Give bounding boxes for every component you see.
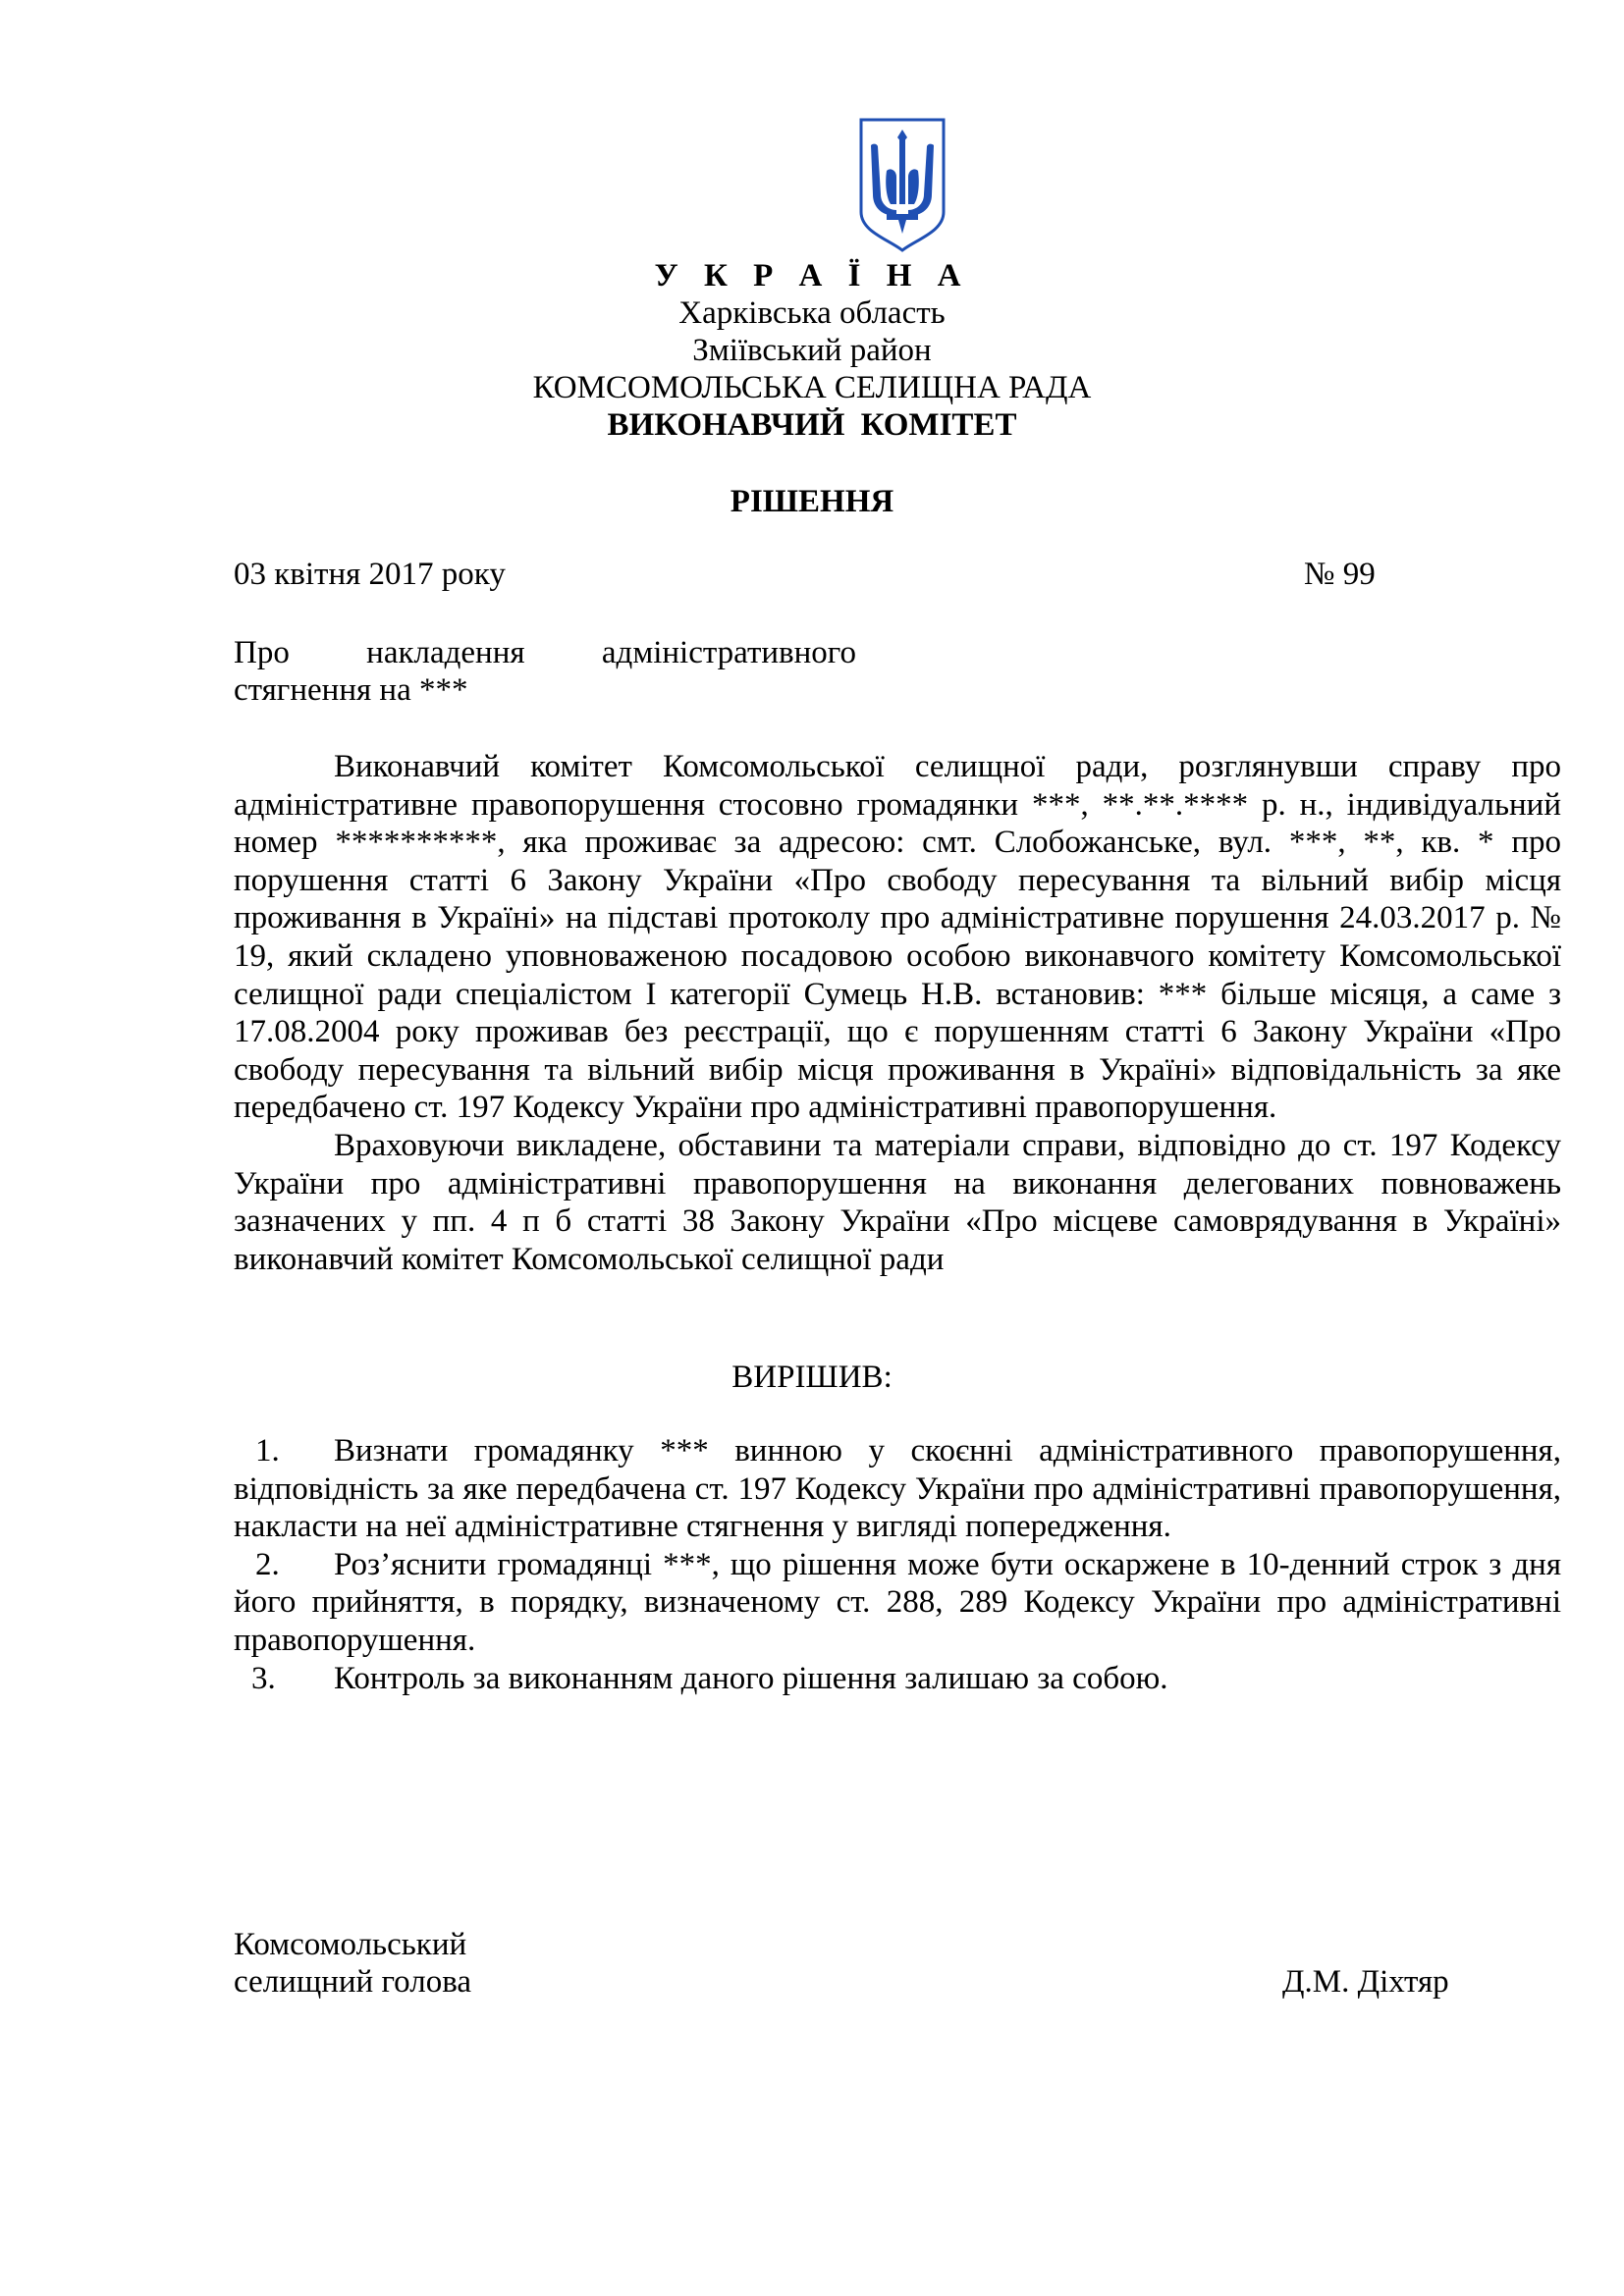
item-text: Визнати громадянку *** винною у скоєнні адміністративного правопорушення, відповідність за яке передбачена ст. 197 Кодексу України про адміністративні правопорушення, накласти на неї адміністративне стягнення у вигляді попередження.	[234, 1433, 1561, 1545]
signatory-position-line-2: селищний голова	[234, 1964, 472, 2000]
decision-subject	[234, 634, 856, 709]
region-line: Харківська область	[678, 295, 946, 331]
district-line: Зміївський район	[692, 333, 932, 368]
decided-heading: ВИРІШИВ:	[731, 1360, 893, 1395]
resolution-item	[234, 1432, 1561, 1546]
item-number: 3.	[251, 1660, 276, 1696]
decision-number: № 99	[1304, 557, 1376, 592]
resolution-item	[234, 1546, 1561, 1660]
body-paragraph-2: Враховуючи викладене, обставини та матеріали справи, відповідно до ст. 197 Кодексу України про адміністративні правопорушення на виконання делегованих повноважень зазначених у пп. 4 п б статті 38 Закону України «Про місцеве самоврядування в Україні» виконавчий комітет Комсомольської селищної ради	[234, 1127, 1561, 1277]
country-heading: У К Р А Ї Н А	[654, 258, 970, 294]
decision-date: 03 квітня 2017 року	[234, 557, 506, 592]
decision-body	[234, 748, 1561, 1278]
signatory-position-line-1: Комсомольський	[234, 1927, 467, 1962]
subject-line-2: стягнення на ***	[234, 672, 468, 708]
item-number: 2.	[255, 1546, 280, 1582]
coat-of-arms-icon	[857, 116, 947, 253]
council-line: КОМСОМОЛЬСЬКА СЕЛИЩНА РАДА	[532, 370, 1092, 405]
subject-line-1: Про накладення адміністративного	[234, 635, 856, 670]
committee-heading: ВИКОНАВЧИЙ КОМІТЕТ	[607, 407, 1017, 443]
item-text: Контроль за виконанням даного рішення залишаю за собою.	[334, 1660, 1168, 1696]
document-title: РІШЕННЯ	[730, 484, 894, 519]
resolution-item	[234, 1660, 1561, 1698]
item-text: Роз’яснити громадянці ***, що рішення може бути оскаржене в 10-денний строк з дня його прийняття, в порядку, визначеному ст. 288, 289 Кодексу України про адміністративні правопорушення.	[234, 1546, 1561, 1658]
item-number: 1.	[255, 1433, 280, 1468]
signatory-name: Д.М. Діхтяр	[1282, 1964, 1449, 2000]
body-paragraph-1: Виконавчий комітет Комсомольської селищної ради, розглянувши справу про адміністративне правопорушення стосовно громадянки ***, **.**.**** р. н., індивідуальний номер **********, яка проживає за адресою: смт. Слобожанське, вул. ***, **, кв. * про порушення статті 6 Закону України «Про свободу пересування та вільний вибір місця проживання в Україні» на підставі протоколу про адміністративне порушення 24.03.2017 р. № 19, який складено уповноваженою посадовою особою виконавчого комітету Комсомольської селищної ради спеціалістом І категорії Сумець Н.В. встановив: *** більше місяця, а саме з 17.08.2004 року проживав без реєстрації, що є порушенням статті 6 Закону України «Про свободу пересування та вільний вибір місця проживання в Україні» відповідальність за яке передбачено ст. 197 Кодексу України про адміністративні правопорушення.	[234, 749, 1561, 1126]
resolution-list	[234, 1432, 1561, 1697]
